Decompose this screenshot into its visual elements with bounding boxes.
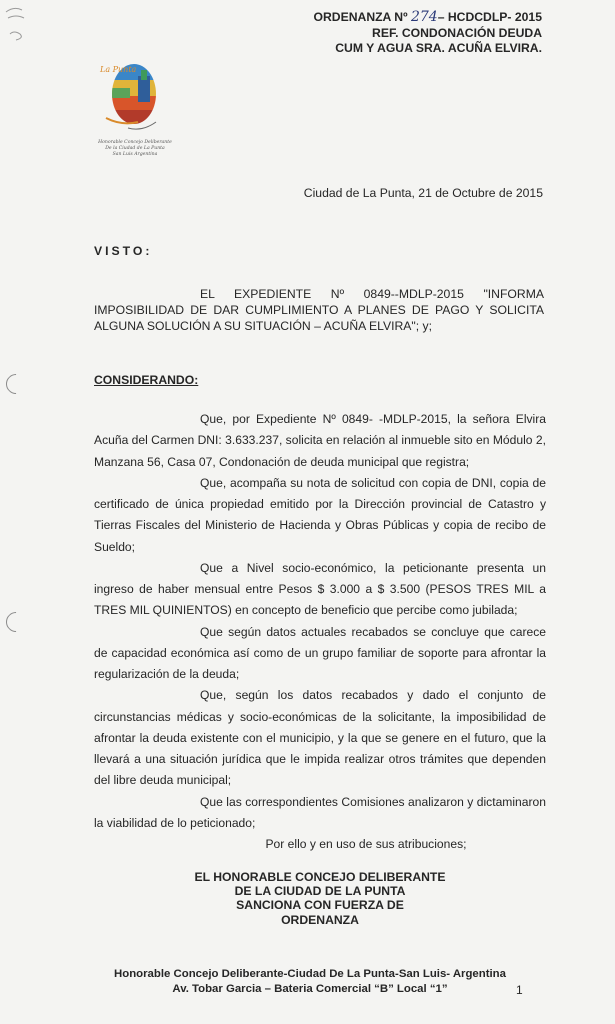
considerando-body bbox=[94, 409, 546, 855]
footer-line-2: Av. Tobar Garcia – Bateria Comercial “B” Local “1” bbox=[172, 982, 448, 995]
logo-caption-line: San Luis Argentina bbox=[112, 152, 158, 158]
sanction-line: ORDENANZA bbox=[281, 912, 359, 927]
visto-text: EL EXPEDIENTE Nº 0849--MDLP-2015 "INFORMA IMPOSIBILIDAD DE DAR CUMPLIMIENTO A PLANES DE PAGO Y SOLICITA ALGUNA SOLUCIÓN A SU SITUACIÓN – ACUÑA ELVIRA"; y; bbox=[94, 287, 544, 333]
considerando-paragraph: Que, por Expediente Nº 0849- -MDLP-2015, la señora Elvira Acuña del Carmen DNI: 3.633.237, solicita en relación al inmueble sito en Módulo 2, Manzana 56, Casa 07, Condonación de deuda municipal que registra; bbox=[94, 412, 546, 469]
sanction-line: SANCIONA CON FUERZA DE bbox=[236, 898, 404, 913]
footer-line-1: Honorable Concejo Deliberante-Ciudad De La Punta-San Luis- Argentina bbox=[114, 968, 506, 980]
ordinance-ref-line-1: REF. CONDONACIÓN DEUDA bbox=[372, 25, 542, 40]
page-footer bbox=[60, 967, 560, 996]
considerando-paragraph: Que a Nivel socio-económico, la peticionante presenta un ingreso de haber mensual entre Pesos $ 3.000 a $ 3.500 (PESOS TRES MIL a TRES MIL QUINIENTOS) en concepto de beneficio que percibe como jubilada; bbox=[94, 560, 546, 618]
corner-scribble-mark bbox=[4, 4, 32, 44]
ordinance-suffix: – HCDCDLP- 2015 bbox=[437, 10, 542, 24]
visto-heading: VISTO: bbox=[94, 244, 153, 258]
considerando-paragraph: Que las correspondientes Comisiones analizaron y dictaminaron la viabilidad de lo peticionado; bbox=[94, 794, 546, 830]
ordinance-handwritten-number: 274 bbox=[410, 9, 438, 25]
logo-caption-line: De la Ciudad de La Punta bbox=[105, 146, 165, 152]
considerando-paragraph: Que, acompaña su nota de solicitud con copia de DNI, copia de certificado de única propiedad emitido por la Dirección provincial de Catastro y Tierras Fiscales del Ministerio de Hacienda y Obras Públicas y copia de recibo de Sueldo; bbox=[94, 475, 546, 554]
punch-hole-mark bbox=[2, 370, 30, 398]
considerando-closing: Por ello y en uso de sus atribuciones; bbox=[265, 837, 467, 851]
ordinance-header bbox=[240, 10, 542, 57]
ordinance-ref-line-2: CUM Y AGUA SRA. ACUÑA ELVIRA. bbox=[335, 41, 542, 55]
considerando-heading: CONSIDERANDO: bbox=[94, 373, 199, 387]
considerando-paragraph: Que, según los datos recabados y dado el conjunto de circunstancias médicas y socio-económicas de la solicitante, la imposibilidad de afrontar la deuda existente con el municipio, y la que se genere en el futuro, que la llevará a una situación jurídica que le impida realizar otros trámites que dependen del libre deuda municipal; bbox=[94, 688, 546, 788]
logo-caption bbox=[96, 140, 174, 159]
ordinance-number-line bbox=[240, 10, 542, 26]
punch-hole-mark bbox=[2, 608, 30, 636]
logo-script-text: La Punta bbox=[100, 65, 137, 74]
ordinance-prefix: ORDENANZA Nº bbox=[313, 10, 408, 24]
council-logo bbox=[98, 58, 170, 138]
sanction-line: DE LA CIUDAD DE LA PUNTA bbox=[234, 884, 406, 899]
sanction-line: EL HONORABLE CONCEJO DELIBERANTE bbox=[194, 870, 446, 884]
considerando-paragraph: Que según datos actuales recabados se concluye que carece de capacidad económica así como de un grupo familiar de soporte para afrontar la regularización de la deuda; bbox=[94, 624, 546, 681]
sanction-block bbox=[170, 870, 470, 927]
date-line: Ciudad de La Punta, 21 de Octubre de 2015 bbox=[303, 186, 543, 200]
page-number: 1 bbox=[516, 983, 523, 997]
logo-caption-line: Honorable Concejo Deliberante bbox=[98, 140, 172, 145]
